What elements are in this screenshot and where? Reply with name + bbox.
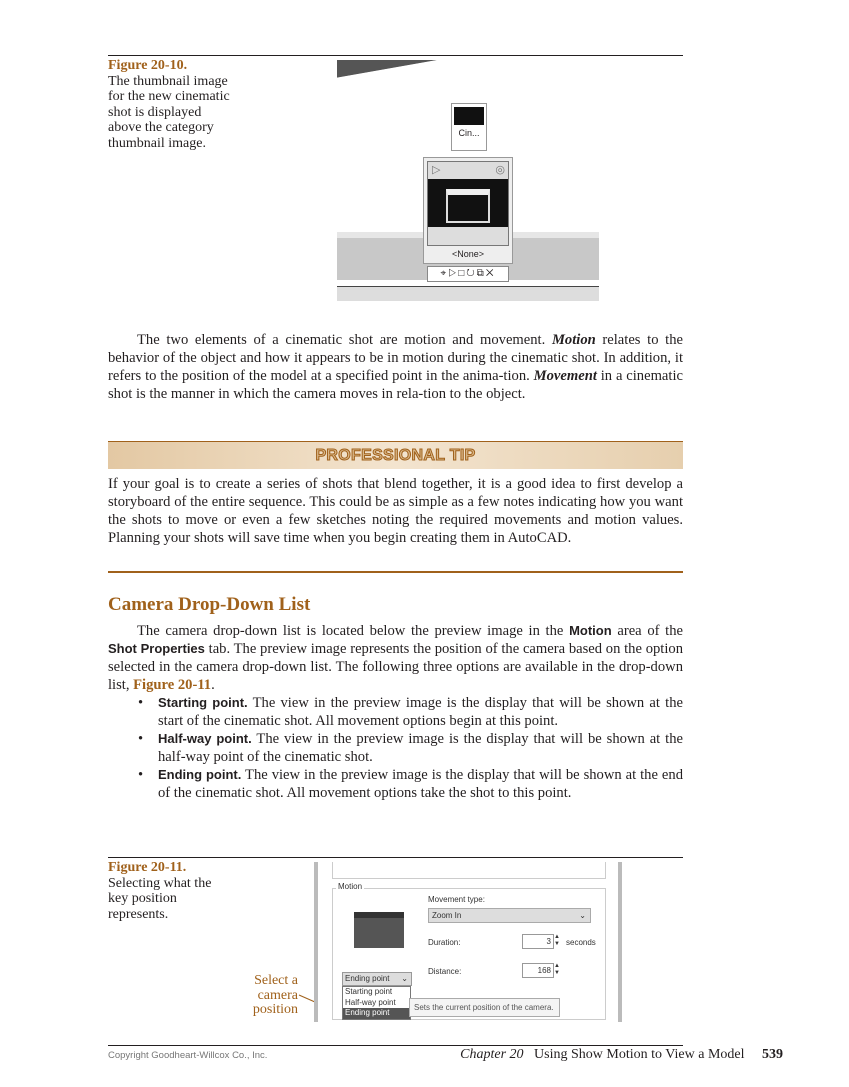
loop-icon[interactable]: ↻ <box>466 268 477 279</box>
category-thumbnail[interactable] <box>423 157 513 264</box>
dropdown-list <box>342 986 411 1020</box>
duration-input[interactable]: 3 <box>522 934 554 949</box>
duration-label: Duration: <box>428 938 461 947</box>
callout-label: Select a camera position <box>252 973 298 1017</box>
tip-text: If your goal is to create a series of shots that blend together, it is a good idea to first develop a storyboard of the entire sequence. This could be as simple as a few notes indicating how you want the shots to move or even a few sketches noting the required movements and motion values. Planning your shots will save time when you begin creating them in AutoCAD. <box>108 476 683 546</box>
list-item: • Half-way point. The view in the preview image is the display that will be shown at the half-way point of the cinematic shot. <box>108 730 683 766</box>
figure-rule <box>108 857 683 858</box>
distance-input[interactable]: 168 <box>522 963 554 978</box>
figure-ref-link[interactable]: Figure 20-11 <box>133 677 212 693</box>
figure-rule <box>108 55 683 56</box>
term-motion: Motion <box>551 332 596 348</box>
distance-label: Distance: <box>428 967 462 976</box>
professional-tip-banner <box>108 441 683 469</box>
caption-text: Selecting what the key position represents. <box>108 875 212 922</box>
save-view-icon[interactable]: ⧉ <box>476 268 486 279</box>
group-label: Motion <box>338 882 363 891</box>
screenshot-motion-panel <box>314 862 622 1022</box>
camera-position-dropdown[interactable]: Ending point ⌄ <box>342 972 412 986</box>
stop-icon[interactable]: □ <box>458 268 467 279</box>
duration-stepper[interactable]: ▲ ▼ <box>554 934 560 947</box>
running-footer: Chapter 20 Using Show Motion to View a Model 539 <box>460 1047 783 1062</box>
section-heading: Camera Drop-Down List <box>108 594 311 615</box>
chevron-down-icon: ⌄ <box>579 911 586 920</box>
copyright: Copyright Goodheart-Willcox Co., Inc. <box>108 1050 268 1061</box>
movement-type-select[interactable]: Zoom In ⌄ <box>428 908 591 923</box>
footer-rule <box>108 1045 683 1046</box>
figure-label: Figure 20-11. <box>108 860 187 875</box>
target-icon[interactable]: ◎ <box>495 164 505 176</box>
term-movement: Movement <box>533 368 597 384</box>
close-icon[interactable]: ✕ <box>485 268 496 279</box>
preview-image <box>354 912 404 948</box>
figure-caption <box>108 58 233 151</box>
list-item: • Ending point. The view in the preview image is the display that will be shown at the end of the cinematic shot. All movement options take the shot to this point. <box>108 766 683 802</box>
tip-title: PROFESSIONAL TIP <box>315 447 476 464</box>
option-starting-point[interactable]: Starting point <box>345 987 393 996</box>
thumb-label: Cin... <box>458 128 480 138</box>
duration-unit: seconds <box>566 938 596 947</box>
option-ending-point[interactable]: Ending point <box>343 1008 410 1019</box>
pin-icon[interactable]: ⌖ <box>440 268 449 279</box>
figure-caption <box>108 860 233 922</box>
list-item: • Starting point. The view in the preview image is the display that will be shown at the start of the cinematic shot. All movement options begin at this point. <box>108 694 683 730</box>
option-half-way-point[interactable]: Half-way point <box>345 997 396 1007</box>
caption-text: The thumbnail image for the new cinematic shot is displayed above the category thumbnail image. <box>108 73 230 151</box>
paragraph-motion: The two elements of a cinematic shot are motion and movement. Motion relates to the behavior of the object and how it appears to be in motion during the cinematic shot. In addition, it refers to the position of the model at a specified point in the anima-tion. Movement in a cinematic shot is the manner in which the camera moves in rela-tion to the object. <box>108 332 683 402</box>
tip-rule <box>108 571 683 573</box>
tooltip: Sets the current position of the camera. <box>409 998 560 1017</box>
play-icon[interactable]: ▷ <box>448 268 459 279</box>
panel-bottom <box>337 286 599 301</box>
screenshot-thumbnails <box>337 60 599 300</box>
chevron-down-icon: ⌄ <box>401 974 408 983</box>
shot-controls <box>427 266 509 282</box>
section-body: The camera drop-down list is located below the preview image in the Motion area of the Shot Properties tab. The preview image represents the position of the camera based on the option selected in the camera drop-down list. The following three options are available in the drop-down list, Figure 20-11. • Starting point. The view in the preview image is the display that will be shown at the start of the cinematic shot. All movement options begin at this point. • Half-way point. The view in the preview image is the display that will be shown at the half-way point of the cinematic shot. • Ending point. The view in the preview image is the display that will be shown at the end of the cinematic shot. All movement options take the shot to this point. <box>108 622 683 802</box>
movement-type-label: Movement type: <box>428 895 485 904</box>
category-image <box>428 179 508 227</box>
distance-stepper[interactable]: ▲ ▼ <box>554 963 560 976</box>
thumbnail-image <box>454 107 484 125</box>
shot-thumbnail[interactable] <box>451 103 487 151</box>
figure-label: Figure 20-10. <box>108 58 188 73</box>
category-label: <None> <box>451 249 485 259</box>
toolbar-edge <box>337 60 442 85</box>
page-number: 539 <box>762 1047 783 1062</box>
play-icon[interactable]: ▷ <box>432 164 441 176</box>
